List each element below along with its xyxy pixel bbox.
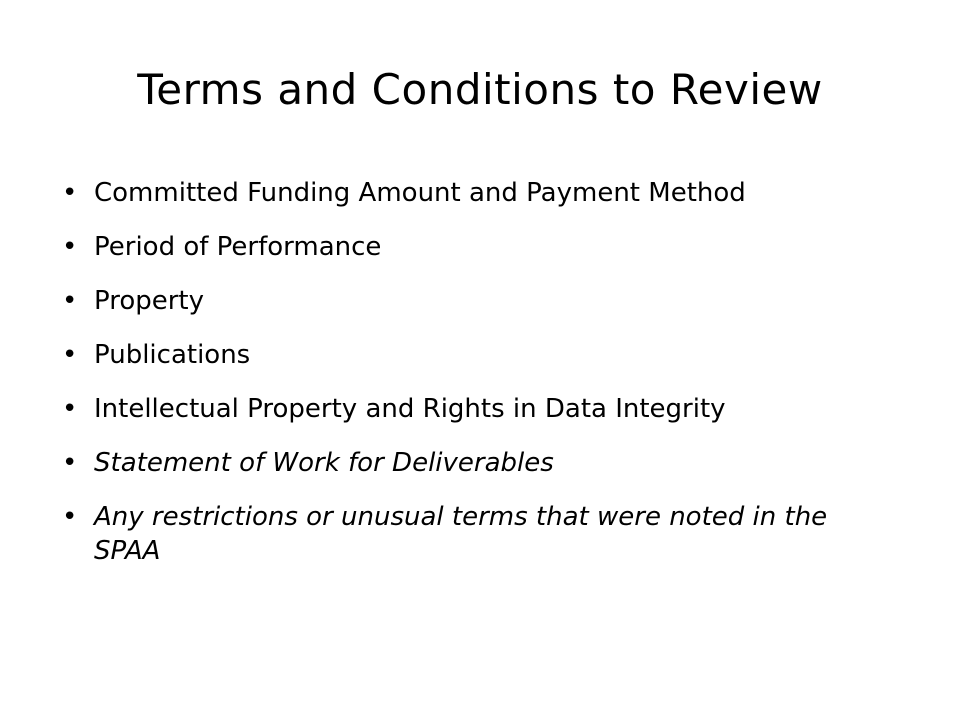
bullet-text: Intellectual Property and Rights in Data Integrity	[94, 394, 726, 424]
bullet-item-period-of-performance	[62, 230, 882, 264]
bullet-marker: •	[62, 394, 78, 424]
bullet-marker: •	[62, 502, 78, 532]
bullet-marker: •	[62, 448, 78, 478]
slide-title: Terms and Conditions to Review	[137, 65, 823, 114]
bullet-text: Property	[94, 286, 205, 316]
bullet-item-funding	[62, 176, 882, 210]
bullet-marker: •	[62, 178, 78, 208]
bullet-marker: •	[62, 232, 78, 262]
bullet-text: Period of Performance	[94, 232, 382, 262]
bullet-text: Statement of Work for Deliverables	[94, 448, 554, 478]
bullet-marker: •	[62, 340, 78, 370]
bullet-marker: •	[62, 286, 78, 316]
bullet-item-restrictions	[62, 500, 882, 568]
bullet-item-property	[62, 284, 882, 318]
bullet-text: Publications	[94, 340, 251, 370]
bullet-item-intellectual-property	[62, 392, 882, 426]
bullet-item-statement-of-work	[62, 446, 882, 480]
bullet-text: Committed Funding Amount and Payment Method	[94, 178, 746, 208]
bullet-list	[62, 176, 882, 568]
bullet-item-publications	[62, 338, 882, 372]
bullet-text: Any restrictions or unusual terms that were noted in the SPAA	[94, 502, 828, 566]
